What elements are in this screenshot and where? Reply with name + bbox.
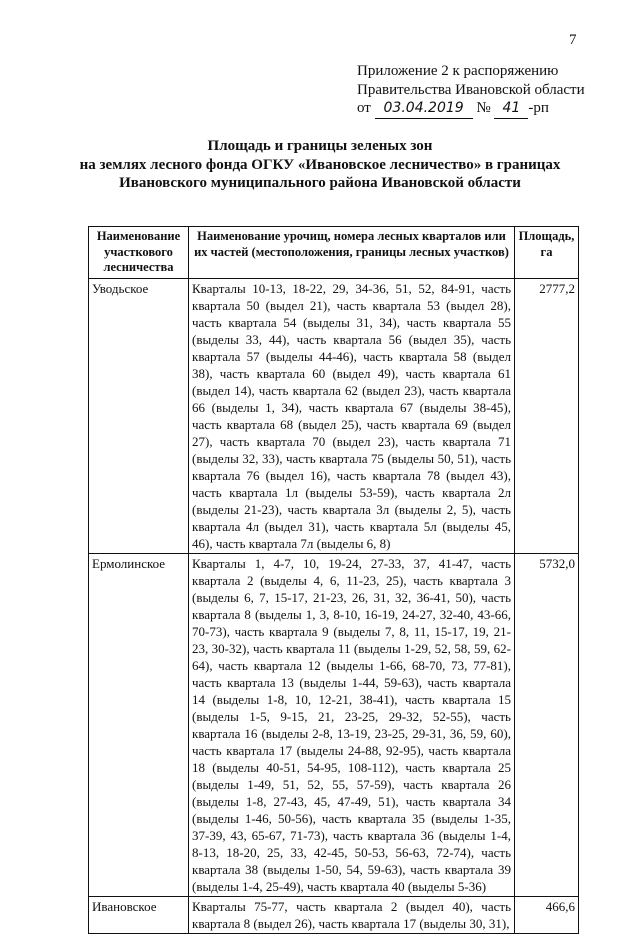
title-line-3: Ивановского муниципального района Ивановской области bbox=[119, 175, 521, 191]
table-row bbox=[89, 278, 579, 553]
forestry-description: Кварталы 75-77, часть квартала 2 (выдел 40), часть квартала 8 (выдел 26), часть квартала 17 (выделы 30, 31), bbox=[189, 896, 515, 933]
table-row bbox=[89, 896, 579, 933]
title-line-2: на землях лесного фонда ОГКУ «Ивановское лесничество» в границах bbox=[79, 156, 561, 173]
appendix-line-3 bbox=[357, 99, 585, 119]
decree-number: 41 bbox=[494, 99, 528, 119]
table-row bbox=[89, 553, 579, 896]
decree-date: 03.04.2019 bbox=[375, 99, 473, 119]
page-number: 7 bbox=[569, 32, 577, 48]
appendix-header bbox=[357, 62, 585, 119]
forestry-name: Ивановское bbox=[89, 896, 189, 933]
number-suffix: -рп bbox=[528, 100, 549, 116]
forestry-name: Уводьское bbox=[89, 278, 189, 553]
forestry-area: 466,6 bbox=[515, 896, 579, 933]
forestry-area: 2777,2 bbox=[515, 278, 579, 553]
table-header-row bbox=[89, 227, 579, 279]
number-label: № bbox=[476, 100, 491, 116]
document-title bbox=[0, 137, 640, 193]
title-line-1: Площадь и границы зеленых зон bbox=[207, 138, 433, 154]
header-description: Наименование урочищ, номера лесных кварталов или их частей (местоположения, границы лесных участков) bbox=[189, 227, 515, 279]
forestry-description: Кварталы 10-13, 18-22, 29, 34-36, 51, 52, 84-91, часть квартала 50 (выдел 21), часть квартала 53 (выдел 28), часть квартала 54 (выделы 31, 34), часть квартала 55 (выделы 33, 44), часть квартала 56 (выдел 35), часть квартала 57 (выделы 44-46), часть квартала 58 (выдел 38), часть квартала 60 (выдел 49), часть квартала 61 (выдел 14), часть квартала 62 (выдел 23), часть квартала 66 (выделы 1, 34), часть квартала 67 (выделы 38-45), часть квартала 68 (выдел 25), часть квартала 69 (выдел 27), часть квартала 70 (выдел 23), часть квартала 71 (выделы 32, 33), часть квартала 75 (выделы 50, 51), часть квартала 76 (выдел 16), часть квартала 78 (выдел 43), часть квартала 1л (выделы 53-59), часть квартала 2л (выделы 21-23), часть квартала 3л (выделы 2, 5), часть квартала 4л (выдел 31), часть квартала 5л (выделы 45, 46), часть квартала 7л (выделы 6, 8) bbox=[189, 278, 515, 553]
appendix-line-1: Приложение 2 к распоряжению bbox=[357, 63, 559, 79]
from-label: от bbox=[357, 100, 371, 116]
forestry-area: 5732,0 bbox=[515, 553, 579, 896]
forestry-description: Кварталы 1, 4-7, 10, 19-24, 27-33, 37, 41-47, часть квартала 2 (выделы 4, 6, 11-23, 25), часть квартала 3 (выделы 6, 7, 15-17, 21-23, 26, 31, 32, 36-41, 50), часть квартала 8 (выделы 1, 3, 8-10, 16-19, 24-27, 32-40, 43-66, 70-73), часть квартала 9 (выделы 7, 8, 11, 15-17, 19, 21-23, 30-32), часть квартала 11 (выделы 1-29, 52, 58, 59, 62-64), часть квартала 12 (выделы 1-66, 68-70, 73, 77-81), часть квартала 13 (выделы 1-44, 59-63), часть квартала 14 (выделы 1-8, 10, 12-21, 38-41), часть квартала 15 (выделы 1-5, 9-15, 21, 23-25, 29-32, 52-55), часть квартала 16 (выделы 2-8, 13-19, 23-25, 29-31, 36, 59, 60), часть квартала 17 (выделы 24-88, 92-95), часть квартала 18 (выделы 40-51, 54-95, 108-112), часть квартала 25 (выделы 1-49, 51, 52, 55, 57-59), часть квартала 26 (выделы 1-8, 27-43, 45, 47-49, 51), часть квартала 34 (выделы 1-46, 50-56), часть квартала 35 (выделы 1-35, 37-39, 43, 65-67, 71-73), часть квартала 36 (выделы 1-4, 8-13, 18-20, 25, 33, 42-45, 50-53, 56-63, 72-74), часть квартала 38 (выделы 1-50, 54, 59-63), часть квартала 39 (выделы 1-4, 25-49), часть квартала 40 (выделы 5-36) bbox=[189, 553, 515, 896]
forestry-name: Ермолинское bbox=[89, 553, 189, 896]
header-area: Площадь, га bbox=[515, 227, 579, 279]
zones-table bbox=[88, 226, 579, 934]
header-forestry: Наименование участкового лесничества bbox=[89, 227, 189, 279]
appendix-line-2: Правительства Ивановской области bbox=[357, 81, 585, 98]
